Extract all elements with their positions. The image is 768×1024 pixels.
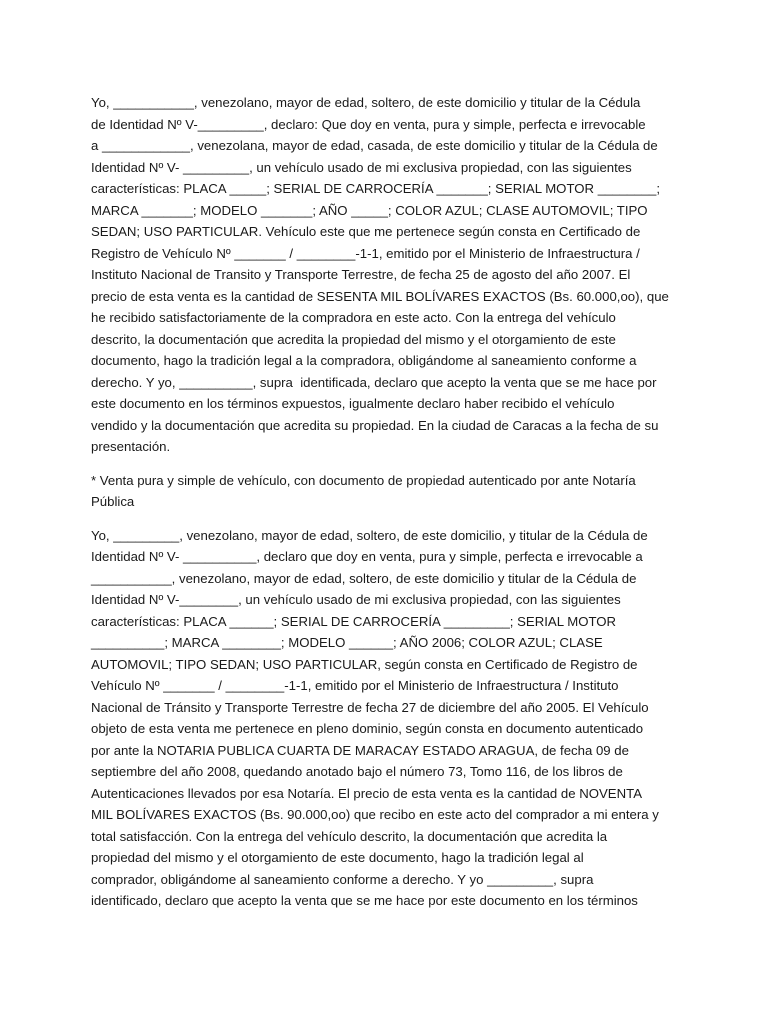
text-line: documento, hago la tradición legal a la compradora, obligándome al saneamiento conforme a xyxy=(91,353,637,368)
paragraph-sale-contract-1 xyxy=(91,92,681,458)
text-line: descrito, la documentación que acredita la propiedad del mismo y el otorgamiento de este xyxy=(91,331,616,347)
text-line: derecho. Y yo, __________, supra identificada, declaro que acepto la venta que se me hace por xyxy=(91,374,657,390)
text-line: Registro de Vehículo Nº _______ / ________-1-1, emitido por el Ministerio de Infraestructura / xyxy=(91,245,640,261)
text-line: AUTOMOVIL; TIPO SEDAN; USO PARTICULAR, según consta en Certificado de Registro de xyxy=(91,656,638,672)
heading-line: Pública xyxy=(91,494,135,509)
text-line: Identidad Nº V-________, un vehículo usado de mi exclusiva propiedad, con las siguientes xyxy=(91,592,621,607)
text-line: este documento en los términos expuestos, igualmente declaro haber recibido el vehículo xyxy=(91,396,615,411)
text-line: Instituto Nacional de Transito y Transporte Terrestre, de fecha 25 de agosto del año 2007. El xyxy=(91,267,631,282)
heading-line: * Venta pura y simple de vehículo, con documento de propiedad autenticado por ante Notaría xyxy=(91,472,636,488)
text-line: vendido y la documentación que acredita su propiedad. En la ciudad de Caracas a la fecha de su xyxy=(91,417,659,433)
text-line: Vehículo Nº _______ / ________-1-1, emitido por el Ministerio de Infraestructura / Instituto xyxy=(91,678,619,693)
text-line: precio de esta venta es la cantidad de SESENTA MIL BOLÍVARES EXACTOS (Bs. 60.000,oo), que xyxy=(91,288,669,304)
text-line: Identidad Nº V- _________, un vehículo usado de mi exclusiva propiedad, con las siguientes xyxy=(91,159,632,175)
text-line: por ante la NOTARIA PUBLICA CUARTA DE MARACAY ESTADO ARAGUA, de fecha 09 de xyxy=(91,742,629,758)
text-line: Nacional de Tránsito y Transporte Terrestre de fecha 27 de diciembre del año 2005. El Vehículo xyxy=(91,699,649,715)
section-heading-notarized-sale xyxy=(91,470,681,513)
text-line: características: PLACA ______; SERIAL DE CARROCERÍA _________; SERIAL MOTOR xyxy=(91,613,617,629)
text-line: ___________, venezolano, mayor de edad, soltero, de este domicilio y titular de la Cédula de xyxy=(91,570,637,586)
text-line: he recibido satisfactoriamente de la compradora en este acto. Con la entrega del vehículo xyxy=(91,310,616,325)
text-line: presentación. xyxy=(91,439,171,454)
text-line: Autenticaciones llevados por esa Notaría. El precio de esta venta es la cantidad de NOVENTA xyxy=(91,785,643,801)
paragraph-sale-contract-2 xyxy=(91,525,681,912)
text-line: Identidad Nº V- __________, declaro que doy en venta, pura y simple, perfecta e irrevocable a xyxy=(91,549,643,564)
text-line: propiedad del mismo y el otorgamiento de este documento, hago la tradición legal al xyxy=(91,850,584,865)
text-line: de Identidad Nº V-_________, declaro: Que doy en venta, pura y simple, perfecta e irrevocable xyxy=(91,116,646,132)
text-line: SEDAN; USO PARTICULAR. Vehículo este que me pertenece según consta en Certificado de xyxy=(91,224,641,239)
document-body xyxy=(91,92,681,912)
text-line: septiembre del año 2008, quedando anotado bajo el número 73, Tomo 116, de los libros de xyxy=(91,764,623,779)
text-line: MIL BOLÍVARES EXACTOS (Bs. 90.000,oo) que recibo en este acto del comprador a mi entera y xyxy=(91,807,659,822)
text-line: total satisfacción. Con la entrega del vehículo descrito, la documentación que acredita la xyxy=(91,828,608,844)
text-line: características: PLACA _____; SERIAL DE CARROCERÍA _______; SERIAL MOTOR ________; xyxy=(91,181,661,196)
text-line: comprador, obligándome al saneamiento conforme a derecho. Y yo _________, supra xyxy=(91,871,594,887)
text-line: Yo, _________, venezolano, mayor de edad, soltero, de este domicilio, y titular de la Cédula de xyxy=(91,527,648,543)
text-line: a ____________, venezolana, mayor de edad, casada, de este domicilio y titular de la Cédula de xyxy=(91,138,658,153)
text-line: MARCA _______; MODELO _______; AÑO _____; COLOR AZUL; CLASE AUTOMOVIL; TIPO xyxy=(91,202,648,218)
text-line: objeto de esta venta me pertenece en pleno dominio, según consta en documento autenticado xyxy=(91,721,644,736)
text-line: Yo, ___________, venezolano, mayor de edad, soltero, de este domicilio y titular de la Cédula xyxy=(91,95,641,110)
text-line: __________; MARCA ________; MODELO ______; AÑO 2006; COLOR AZUL; CLASE xyxy=(91,635,603,650)
text-line: identificado, declaro que acepto la venta que se me hace por este documento en los términos xyxy=(91,893,638,908)
